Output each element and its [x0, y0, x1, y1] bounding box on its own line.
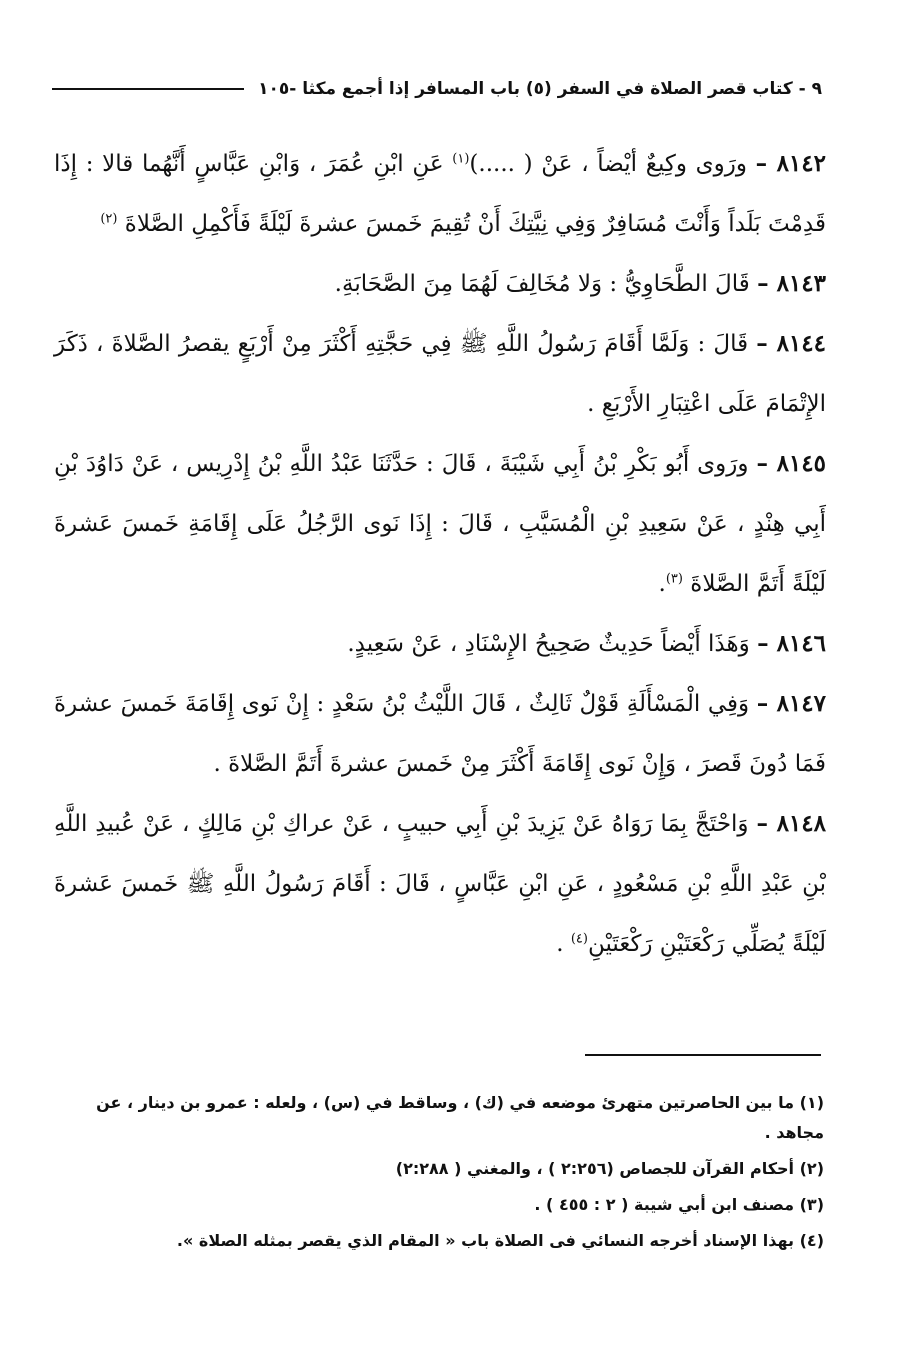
paragraph-text: عَنِ ابْنِ عُمَرَ ، وَابْنِ عَبَّاسٍ أَنَّهُما قالا : إِذَا قَدِمْتَ بَلَداً وَأَنْتَ مُسَافِرٌ وَفِي نِيَّتِكَ أَنْ تُقِيمَ خَمسَ عشرةَ لَيْلَةً فَأَكْمِلِ الصَّلاةَ	[54, 151, 826, 237]
footnote-ref[interactable]: (١)	[452, 151, 470, 167]
footnotes	[56, 1088, 824, 1262]
main-text	[54, 134, 826, 974]
paragraph-text: قَالَ : وَلَمَّا أَقَامَ رَسُولُ اللَّهِ ﷺ فِي حَجَّتِهِ أَكْثَرَ مِنْ أَرْبَعٍ يقصرُ الصَّلاةَ ، ذَكَرَ الإِتْمَامَ عَلَى اعْتِبَارِ الأَرْبَعِ .	[54, 331, 826, 417]
footnote-ref[interactable]: (٣)	[665, 571, 683, 587]
paragraph-number: ٨١٤٨ –	[756, 810, 826, 837]
paragraph-number: ٨١٤٧ –	[756, 690, 826, 717]
paragraph-text: وَفِي الْمَسْأَلَةِ قَوْلٌ ثَالِثٌ ، قَالَ اللَّيْثُ بْنُ سَعْدٍ : إِنْ نَوى إِقَامَةَ خَمسَ عشرةَ فَمَا دُونَ قَصرَ ، وَإِنْ نَوى إِقَامَةَ أَكْثَرَ مِنْ خَمسَ عشرةَ أَتَمَّ الصَّلاةَ .	[54, 691, 826, 777]
paragraph-8146	[54, 614, 826, 674]
paragraph-8143	[54, 254, 826, 314]
running-header	[52, 72, 822, 106]
paragraph-8145	[54, 434, 826, 614]
footnote-ref[interactable]: (٢)	[100, 211, 118, 227]
paragraph-tail: .	[658, 571, 666, 597]
paragraph-text: وَاحْتَجَّ بِمَا رَوَاهُ عَنْ يَزِيدَ بْنِ أَبِي حبيبٍ ، عَنْ عراكِ بْنِ مَالِكٍ ، عَنْ عُبيدِ اللَّهِ بْنِ عَبْدِ اللَّهِ بْنِ مَسْعُودٍ ، عَنِ ابْنِ عَبَّاسٍ ، قَالَ : أَقَامَ رَسُولُ اللَّهِ ﷺ خَمسَ عَشرةَ لَيْلَةً يُصَلِّي رَكْعَتَيْنِ رَكْعَتَيْنِ	[54, 811, 826, 957]
paragraph-number: ٨١٤٣ –	[757, 270, 826, 297]
paragraph-8144	[54, 314, 826, 434]
header-rule	[52, 88, 244, 90]
paragraph-number: ٨١٤٦ –	[757, 630, 826, 657]
paragraph-8147	[54, 674, 826, 794]
paragraph-text: ورَوى أَبُو بَكْرِ بْنُ أَبِي شَيْبَةَ ، قَالَ : حَدَّثَنَا عَبْدُ اللَّهِ بْنُ إِدْرِيس ، عَنْ دَاوُدَ بْنِ أَبِي هِنْدٍ ، عَنْ سَعِيدِ بْنِ الْمُسَيَّبِ ، قَالَ : إِذَا نَوى الرَّجُلُ عَلَى إِقَامَةِ خَمسَ عَشرةَ لَيْلَةً أَتَمَّ الصَّلاةَ	[54, 451, 826, 597]
footnote-1: (١) ما بين الحاصرتين متهرئ موضعه في (ك) ، وساقط في (س) ، ولعله : عمرو بن دينار ، عن مجاهد .	[96, 1093, 824, 1142]
footnote-ref[interactable]: (٤)	[570, 931, 588, 947]
paragraph-number: ٨١٤٤ –	[756, 330, 826, 357]
paragraph-text: ورَوى وكِيعٌ أيْضاً ، عَنْ ( .....)	[469, 151, 747, 177]
paragraph-text: قَالَ الطَّحَاوِيُّ : وَلا مُخَالِفَ لَهُمَا مِنَ الصَّحَابَةِ.	[334, 271, 750, 297]
paragraph-8148	[54, 794, 826, 974]
header-title: ٩ - كتاب قصر الصلاة في السفر (٥) باب المسافر إذا أجمع مكثا -١٠٥	[258, 79, 822, 99]
paragraph-text: وَهَذَا أَيْضاً حَدِيثٌ صَحِيحُ الإِسْنَادِ ، عَنْ سَعِيدٍ.	[347, 631, 750, 657]
footnote-divider	[585, 1054, 821, 1056]
paragraph-number: ٨١٤٥ –	[756, 450, 826, 477]
paragraph-tail: .	[556, 931, 571, 957]
footnote-3: (٣) مصنف ابن أبي شيبة ( ٢ : ٤٥٥ ) .	[534, 1195, 824, 1214]
footnote-2: (٢) أحكام القرآن للجصاص (٢:٢٥٦ ) ، والمغني ( ٢:٢٨٨)	[395, 1159, 824, 1178]
paragraph-number: ٨١٤٢ –	[755, 150, 826, 177]
paragraph-8142	[54, 134, 826, 254]
footnote-4: (٤) بهذا الإسناد أخرجه النسائي فى الصلاة باب « المقام الذي يقصر بمثله الصلاة ».	[176, 1231, 824, 1250]
